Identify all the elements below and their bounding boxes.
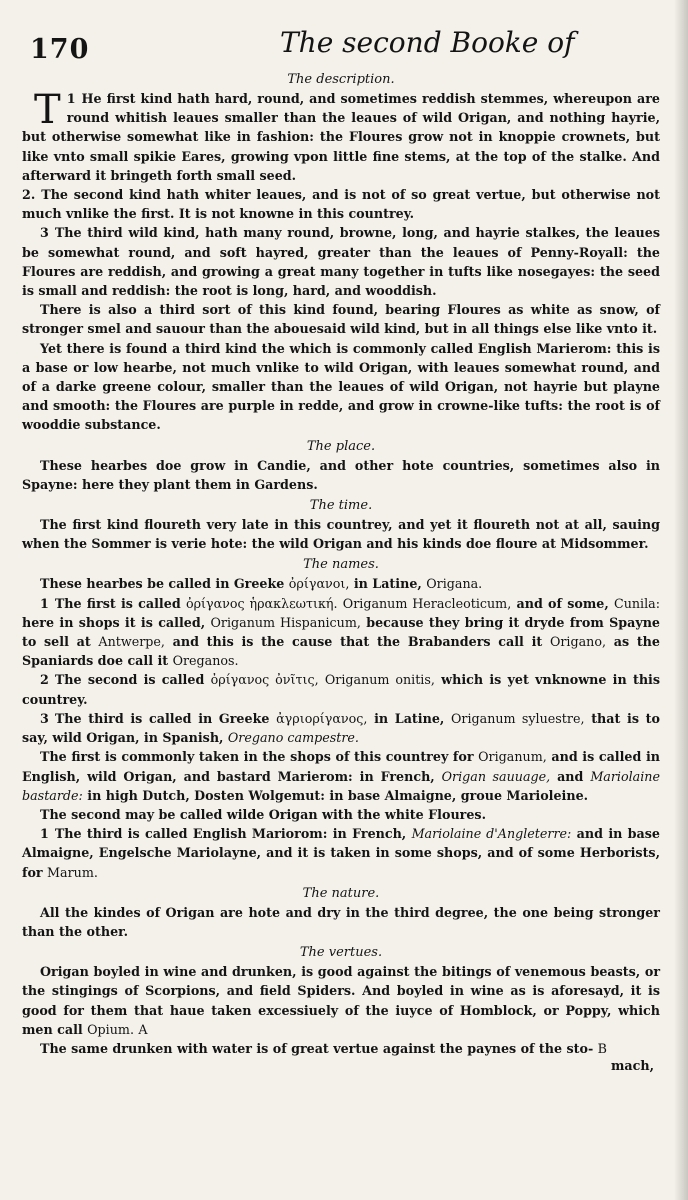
names-text: as the Spaniards doe call it bbox=[22, 634, 660, 669]
names-text: because they bring it dryde from Spayne to sell at bbox=[22, 614, 661, 650]
names-paragraph-7 bbox=[22, 824, 660, 882]
names-text: The third is called in Greeke bbox=[54, 710, 270, 726]
names-paragraph-5 bbox=[22, 747, 660, 805]
heading-nature: The nature. bbox=[302, 885, 380, 901]
latin-term: Marum. bbox=[47, 864, 98, 880]
page-number: 170 bbox=[30, 34, 90, 65]
names-paragraph-2 bbox=[22, 594, 660, 671]
paragraph-number: 1 bbox=[66, 91, 76, 106]
names-text: in Latine, bbox=[374, 710, 445, 726]
names-text: and is called in English, wild Origan, and bastard Marierom: in French, bbox=[22, 749, 661, 784]
greek-term: ὀρίγανοι, bbox=[288, 576, 350, 592]
latin-term: Origanum Hispanicum, bbox=[210, 614, 361, 630]
page-gutter-shadow bbox=[674, 0, 688, 1200]
paragraph-number: 3 bbox=[40, 710, 49, 726]
latin-term: Origano, bbox=[549, 634, 607, 650]
latin-term: Opium. bbox=[87, 1021, 134, 1037]
latin-term: Oreganos. bbox=[172, 653, 239, 669]
names-paragraph-4 bbox=[22, 709, 660, 747]
names-text: that is to say, wild Origan, in Spanish, bbox=[22, 710, 660, 746]
latin-term: Origana. bbox=[426, 576, 483, 592]
heading-time: The time. bbox=[309, 498, 373, 514]
vertues-paragraph-1 bbox=[22, 962, 660, 1039]
heading-names: The names. bbox=[303, 557, 379, 573]
description-paragraph-3 bbox=[22, 223, 660, 300]
names-text: in high Dutch, Dosten Wolgemut: in base Almaigne, groue Marioleine. bbox=[87, 787, 589, 803]
names-paragraph-6: The second may be called wilde Origan with the white Floures. bbox=[40, 806, 486, 822]
drop-cap: T bbox=[34, 87, 61, 133]
page-header bbox=[22, 18, 660, 68]
paragraph-number: 2. bbox=[22, 187, 36, 203]
running-title: The second Booke of bbox=[280, 26, 575, 59]
place-paragraph: These hearbes doe grow in Candie, and other hote countries, sometimes also in Spayne: here they plant them in Gardens. bbox=[22, 457, 660, 492]
paragraph-number: 1 bbox=[40, 595, 49, 611]
italic-term: Origan sauuage, bbox=[441, 768, 551, 784]
names-text: which is yet vnknowne in this countrey. bbox=[22, 672, 661, 707]
margin-letter-a: A bbox=[138, 1021, 148, 1037]
latin-term: Cunila: bbox=[613, 595, 660, 611]
names-text: The first is called bbox=[54, 595, 181, 611]
latin-term: Antwerpe, bbox=[98, 634, 165, 650]
greek-term: ὀρίγανος ἡρακλεωτική. bbox=[185, 595, 338, 611]
names-text: and of some, bbox=[516, 595, 609, 611]
names-text: in Latine, bbox=[353, 576, 422, 592]
description-text-2: The second kind hath whiter leaues, and is not of so great vertue, but otherwise not much vnlike the first. It is not knowne in this countrey. bbox=[22, 187, 660, 222]
latin-term: Origanum, bbox=[478, 749, 547, 765]
description-text-3: The third wild kind, hath many round, browne, long, and hayrie stalkes, the leaues be somewhat round, and soft hayred, greater than the leaues of Penny-Royall: the Floures are reddish, and growing a great many together in tufts like nosegayes: the seed is small and reddish: the root is long, hard, and wooddish. bbox=[22, 225, 660, 299]
names-text: The first is commonly taken in the shops of this countrey for bbox=[40, 749, 474, 765]
description-paragraph-2 bbox=[22, 185, 660, 223]
names-text: The third is called English Mariorom: in French, bbox=[54, 826, 407, 842]
paragraph-number: 3 bbox=[40, 225, 49, 241]
names-text: The second is called bbox=[54, 672, 205, 688]
paragraph-number: 1 bbox=[40, 826, 49, 842]
vertues-text: Origan boyled in wine and drunken, is good against the bitings of venemous beasts, or the stingings of Scorpions, and field Spiders. And boyled in wine as is aforesayd, it is good for them that haue taken excessiuely of the iuyce of Homblock, or Poppy, which men call bbox=[22, 964, 660, 1037]
names-text: and in base Almaigne, Engelsche Mariolayne, and it is taken in some shops, and of some Herborists, for bbox=[22, 826, 660, 880]
description-paragraph-1 bbox=[22, 89, 660, 185]
catchword: mach, bbox=[610, 1058, 654, 1074]
description-text-1: He first kind hath hard, round, and sometimes reddish stemmes, whereupon are round whitish leaues smaller than the leaues of wild Origan, and nothing hayrie, but otherwise somewhat like in fashion: the Floures grow not in knoppie crownets, but like vnto small spikie Eares, growing vpon little fine stems, at the top of the stalke. And afterward it bringeth forth small seed. bbox=[22, 91, 660, 183]
time-paragraph: The first kind floureth very late in this countrey, and yet it floureth not at all, sauing when the Sommer is verie hote: the wild Origan and his kinds doe floure at Midsommer. bbox=[22, 517, 660, 552]
margin-letter-b: B bbox=[597, 1040, 607, 1056]
italic-term: Mariolaine d'Angleterre: bbox=[411, 826, 572, 842]
latin-term: Origanum Heracleoticum, bbox=[342, 595, 512, 611]
names-paragraph-1 bbox=[22, 574, 660, 593]
latin-term: Origanum syluestre, bbox=[451, 710, 585, 726]
names-text: here in shops it is called, bbox=[22, 614, 206, 630]
greek-term: ἀγριορίγανος, bbox=[276, 710, 368, 726]
names-paragraph-3 bbox=[22, 670, 660, 708]
names-text: and bbox=[557, 768, 584, 784]
greek-term: ὀρίγανος ὀνῖτις, bbox=[210, 672, 319, 688]
italic-term: Oregano campestre. bbox=[227, 730, 359, 746]
nature-paragraph: All the kindes of Origan are hote and dry in the third degree, the one being stronger than the other. bbox=[22, 904, 660, 939]
heading-description: The description. bbox=[287, 72, 395, 87]
names-text: These hearbes be called in Greeke bbox=[40, 576, 285, 592]
italic-term: Mariolaine bastarde: bbox=[22, 768, 660, 803]
paragraph-number: 2 bbox=[40, 672, 49, 688]
vertues-text: The same drunken with water is of great vertue against the paynes of the sto- bbox=[40, 1040, 594, 1056]
latin-term: Origanum onitis, bbox=[324, 672, 435, 688]
heading-vertues: The vertues. bbox=[299, 945, 383, 961]
description-paragraph-5: Yet there is found a third kind the which is commonly called English Marierom: this is a base or low hearbe, not much vnlike to wild Origan, with leaues somewhat round, and of a darke greene colour, smaller than the leaues of wild Origan, not hayrie but playne and smooth: the Floures are purple in redde, and grow in crowne-like tufts: the root is of wooddie substance. bbox=[22, 340, 660, 433]
names-text: and this is the cause that the Brabanders call it bbox=[172, 634, 543, 650]
vertues-paragraph-2 bbox=[22, 1039, 660, 1058]
description-paragraph-4: There is also a third sort of this kind found, bearing Floures as white as snow, of stronger smel and sauour than the abouesaid wild kind, but in all things else like vnto it. bbox=[22, 302, 660, 337]
heading-place: The place. bbox=[306, 438, 376, 454]
